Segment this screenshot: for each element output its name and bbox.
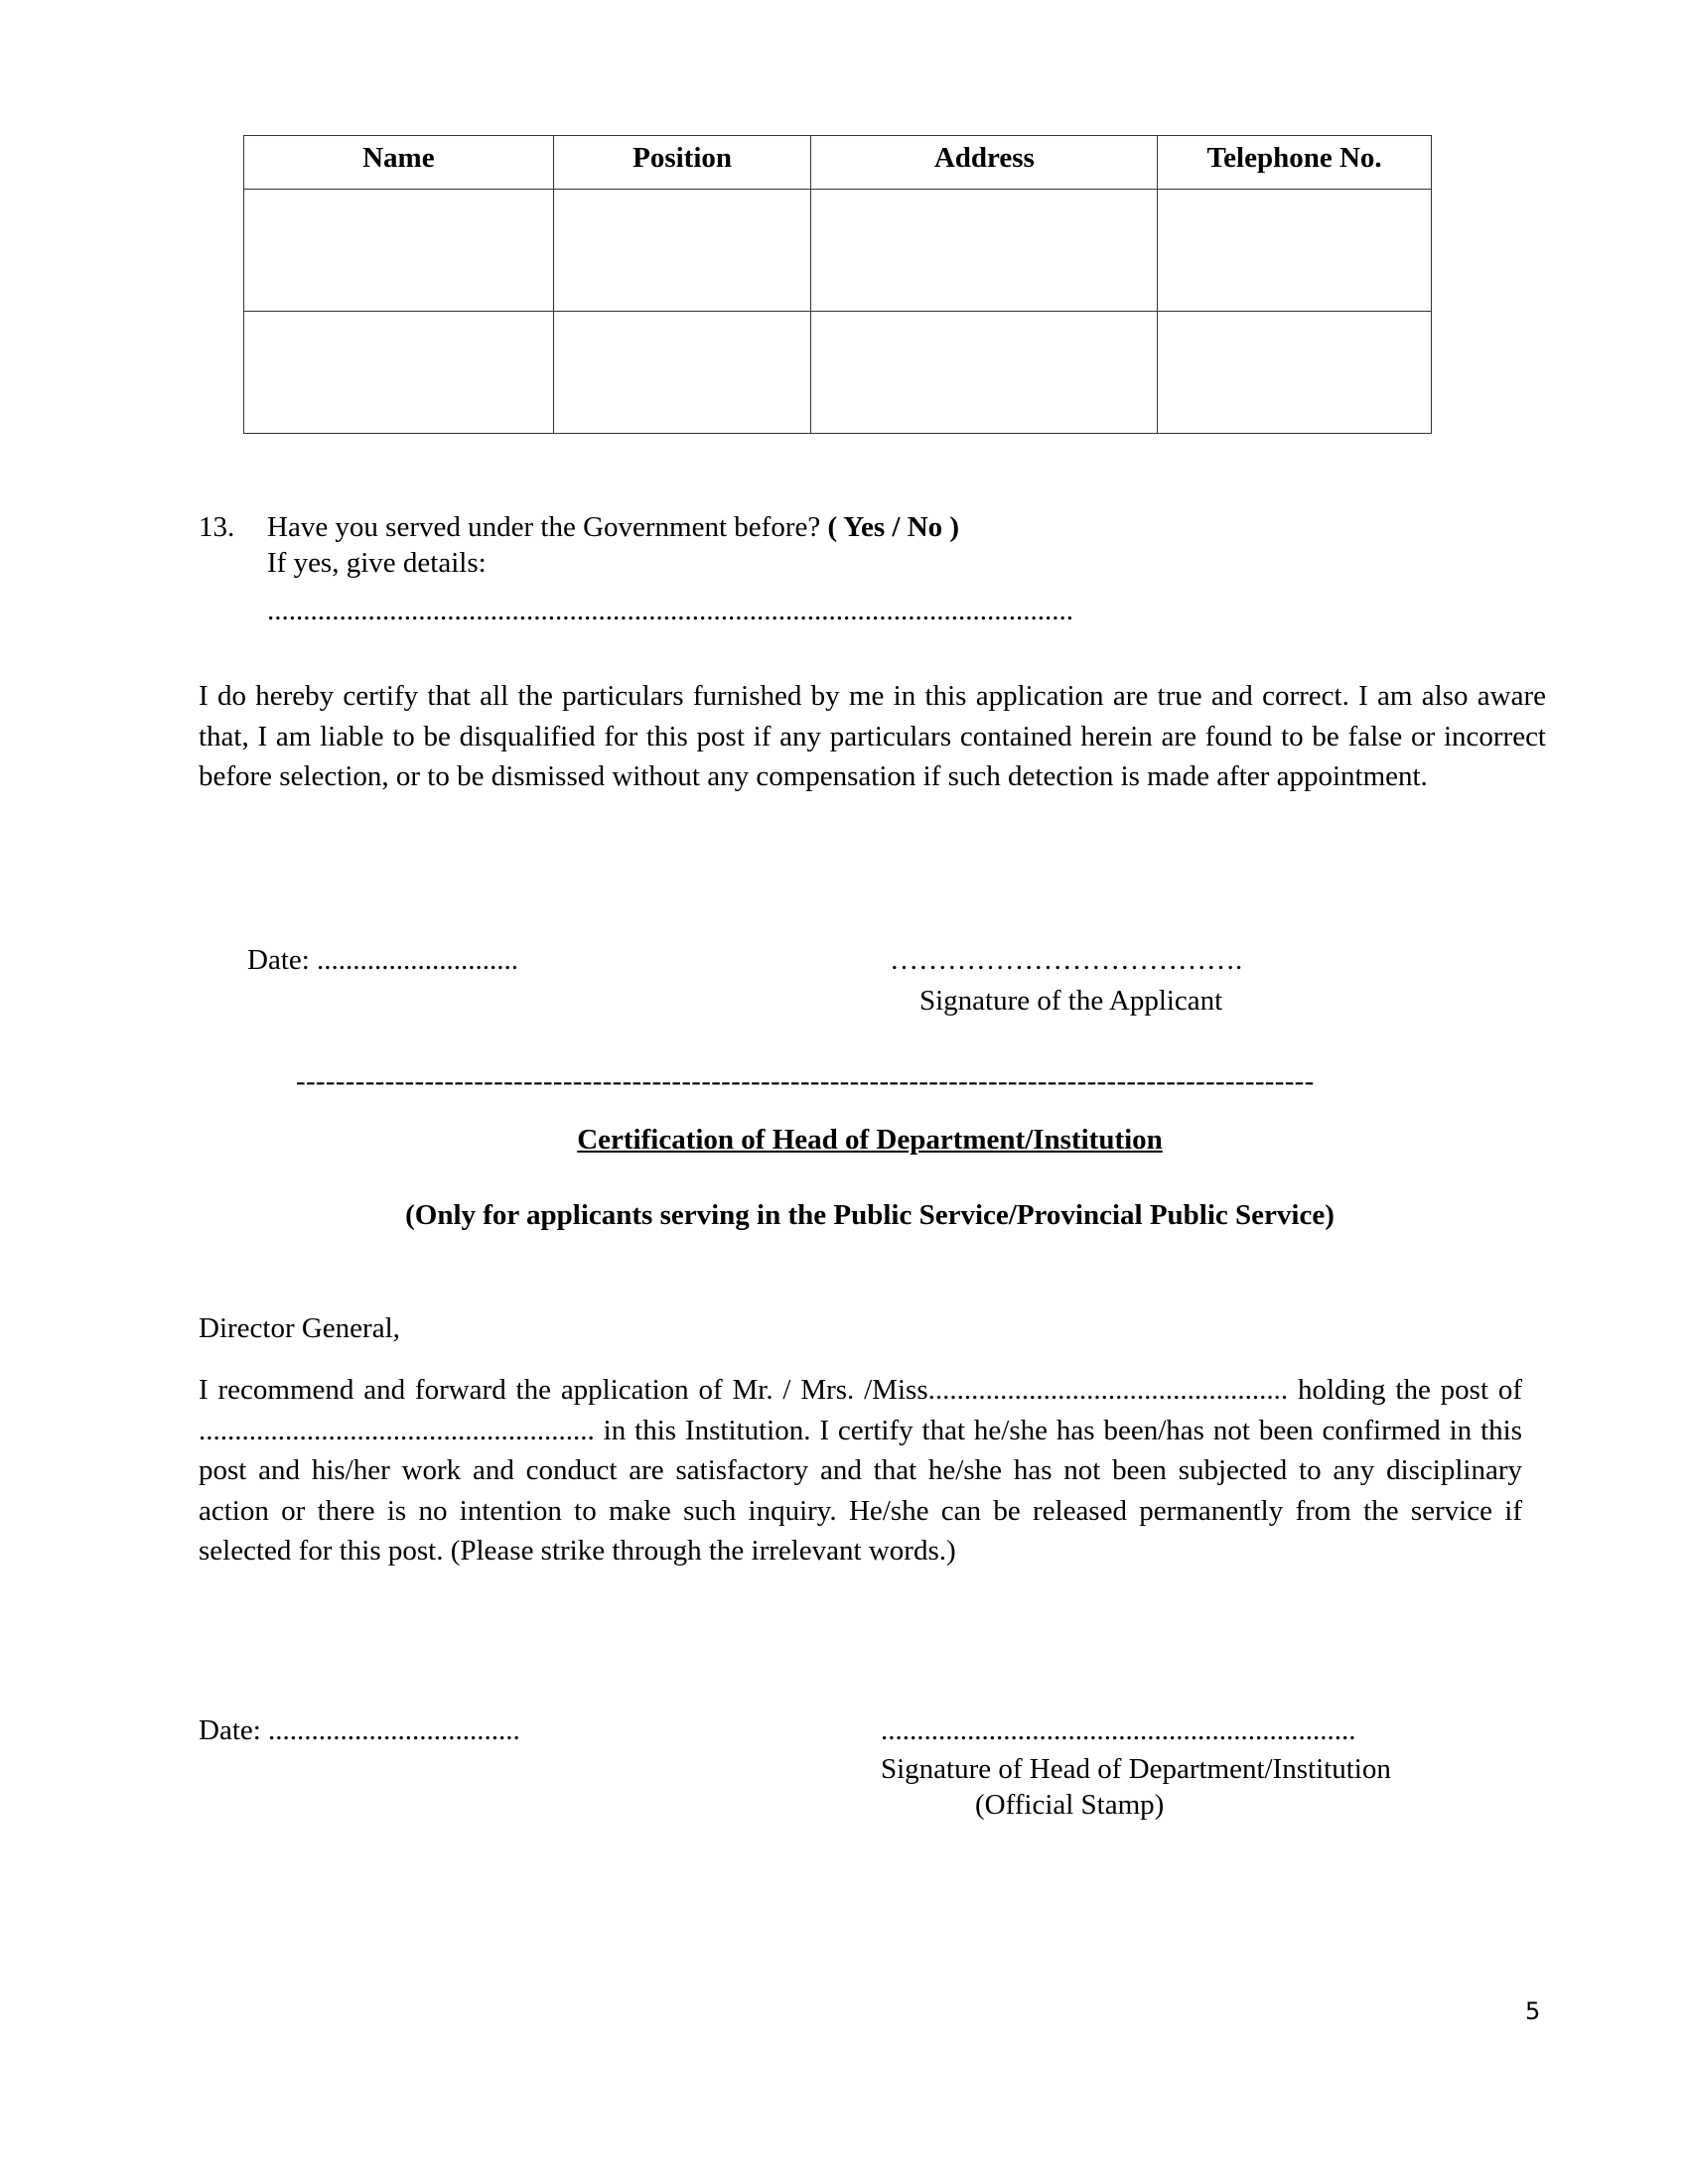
table-cell-name[interactable] <box>244 312 554 434</box>
table-cell-position[interactable] <box>553 312 811 434</box>
table-cell-address[interactable] <box>811 312 1158 434</box>
column-header-name: Name <box>244 136 554 190</box>
addressee: Director General, <box>199 1312 400 1344</box>
table-cell-position[interactable] <box>553 190 811 312</box>
head-signature-line[interactable]: .................................................................. <box>881 1714 1356 1746</box>
official-stamp-label: (Official Stamp) <box>975 1789 1165 1821</box>
table-cell-telephone[interactable] <box>1158 312 1432 434</box>
applicant-signature-line[interactable]: ………………………………. <box>890 944 1243 976</box>
column-header-address: Address <box>811 136 1158 190</box>
page-number: 5 <box>1525 1997 1541 2025</box>
question-text <box>267 507 959 547</box>
column-header-position: Position <box>553 136 811 190</box>
applicant-signature-label: Signature of the Applicant <box>919 985 1223 1017</box>
declaration-paragraph: I do hereby certify that all the particulars furnished by me in this application are true and correct. I am also aware that, I am liable to be disqualified for this post if any particulars contained herein are found to be false or incorrect before selection, or to be dismissed without any compensation if such detection is made after appointment. <box>199 680 1546 792</box>
certification-title: Certification of Head of Department/Institution <box>577 1124 1163 1156</box>
yes-no-options[interactable]: ( Yes / No ) <box>827 511 960 543</box>
table-cell-address[interactable] <box>811 190 1158 312</box>
question-sub-prompt: If yes, give details: <box>267 547 487 579</box>
head-signature-label: Signature of Head of Department/Institution <box>881 1753 1391 1785</box>
certification-subtitle: (Only for applicants serving in the Public Service/Provincial Public Service) <box>405 1199 1335 1231</box>
table-cell-name[interactable] <box>244 190 554 312</box>
details-fill-line[interactable]: ................................................................................................................ <box>267 595 1073 626</box>
table-row <box>244 190 1432 312</box>
head-date-field[interactable]: Date: ................................... <box>199 1714 520 1746</box>
referee-table <box>243 135 1432 434</box>
column-header-telephone: Telephone No. <box>1158 136 1432 190</box>
table-cell-telephone[interactable] <box>1158 190 1432 312</box>
question-prompt: Have you served under the Government before? <box>267 511 821 543</box>
question-number: 13. <box>199 511 235 543</box>
applicant-date-field[interactable]: Date: ............................ <box>247 944 519 976</box>
section-divider: ------------------------------------------------------------------------------------------------------- <box>296 1065 1315 1097</box>
table-row <box>244 312 1432 434</box>
recommendation-paragraph: I recommend and forward the application of Mr. / Mrs. /Miss.................................................. holding the post of ....................................................... in this Institution. I certify that he/she has been/has not been confirmed in this post and his/her work and conduct are satisfactory and that he/she has not been subjected to any disciplinary action or there is no intention to make such inquiry. He/she can be released permanently from the service if selected for this post. (Please strike through the irrelevant words.) <box>199 1374 1522 1567</box>
table-header-row <box>244 136 1432 190</box>
